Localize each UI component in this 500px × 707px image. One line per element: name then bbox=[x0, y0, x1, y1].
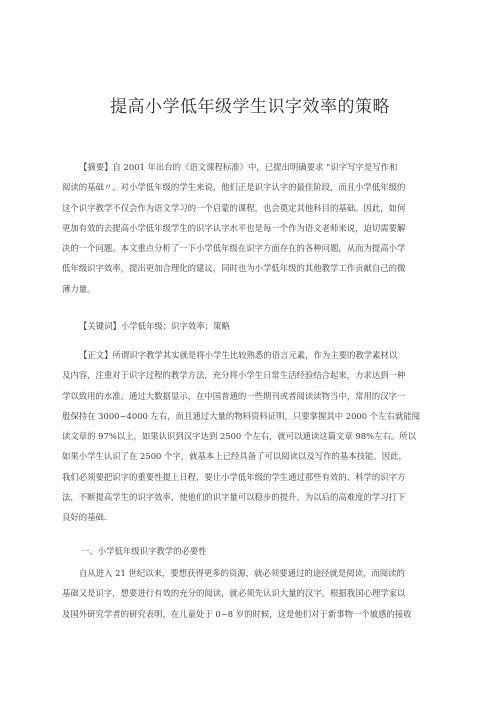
body-line: 般保持在 3000~4000 左右，而且通过大量的物料资料证明，只要掌握其中 2000 个左右就能阅 bbox=[62, 410, 420, 421]
abstract-line: 【摘要】自 2001 年出台的《语文课程标准》中，已提出明确要求 “识字写字是写作和 bbox=[79, 162, 398, 172]
abstract-line: 更加有效的去提高小学低年级学生的识字认字水平也是每一个作为语文老师来说，迫切需要解 bbox=[62, 222, 406, 233]
body-line: 学以致用的水准。通过大数据显示，在中国普通的一些期刊或者阅读读物当中，常用的汉字一 bbox=[62, 390, 406, 401]
section-paragraph bbox=[62, 563, 442, 624]
section-heading: 一、小学低年级识字教学的必要性 bbox=[81, 546, 207, 556]
abstract-line: 薄力量。 bbox=[62, 283, 96, 294]
body-paragraph bbox=[62, 345, 442, 528]
body-line: 法，不断提高学生的识字效率，使他们的识字量可以稳步的提升，为以后的高难度的学习打下 bbox=[62, 492, 406, 503]
section-line: 及国外研究学者的研究表明，在儿童处于 0~8 岁的时候，这是他们对于新事物一个敏感的接收 bbox=[62, 608, 412, 619]
section-line: 基础又是识字，想要进行有效的充分的阅读，就必须先认识大量的汉字。根据我国心理学家以 bbox=[62, 588, 406, 599]
body-line: 【正文】所谓识字教学其实就是将小学生比较熟悉的语言元素，作为主要的教学素材以 bbox=[79, 350, 398, 360]
abstract-line: 这个识字教学不仅会作为语文学习的一个启蒙的课程，也会奠定其他科目的基础。因此，如何 bbox=[62, 202, 406, 213]
body-line: 如果小学生认识了在 2500 个字，就基本上已经具备了可以阅读以及写作的基本技能。因此， bbox=[62, 451, 407, 462]
document-title: 提高小学低年级学生识字效率的策略 bbox=[110, 97, 390, 117]
abstract-paragraph bbox=[62, 157, 442, 299]
body-line: 读文章的 97%以上，如果认识到汉字达到 2500 个左右，就可以通读这篇文章 98%左右。所以 bbox=[62, 431, 416, 442]
keywords-paragraph bbox=[62, 316, 442, 336]
abstract-line: 低年级识字效率，提出更加合理化的建议，同时也为小学低年级的其他教学工作贡献自己的微 bbox=[62, 263, 406, 274]
abstract-line: 决的一个问题。本文重点分析了一下小学低年级在识字方面存在的各种问题，从而为提高小学 bbox=[62, 243, 406, 254]
keywords-line: 【关键词】小学低年级；识字效率；策略 bbox=[79, 321, 230, 331]
abstract-line: 阅读的基础〃。对小学低年级的学生来说，他们正是识字认字的最佳阶段，而且小学低年级的 bbox=[62, 182, 406, 193]
body-line: 良好的基础. bbox=[62, 512, 107, 523]
body-line: 我们必须要把识字的重要性提上日程，要让小学低年级的学生通过那些有效的、科学的识字方 bbox=[62, 471, 406, 482]
body-line: 及内容，注重对于识字过程的教学方法，充分将小学生日常生活经验结合起来，力求达到一种 bbox=[62, 370, 406, 381]
section-line: 自从进入 21 世纪以来，要想获得更多的资源，就必须要通过的途径就是阅读，而阅读的 bbox=[79, 568, 405, 578]
